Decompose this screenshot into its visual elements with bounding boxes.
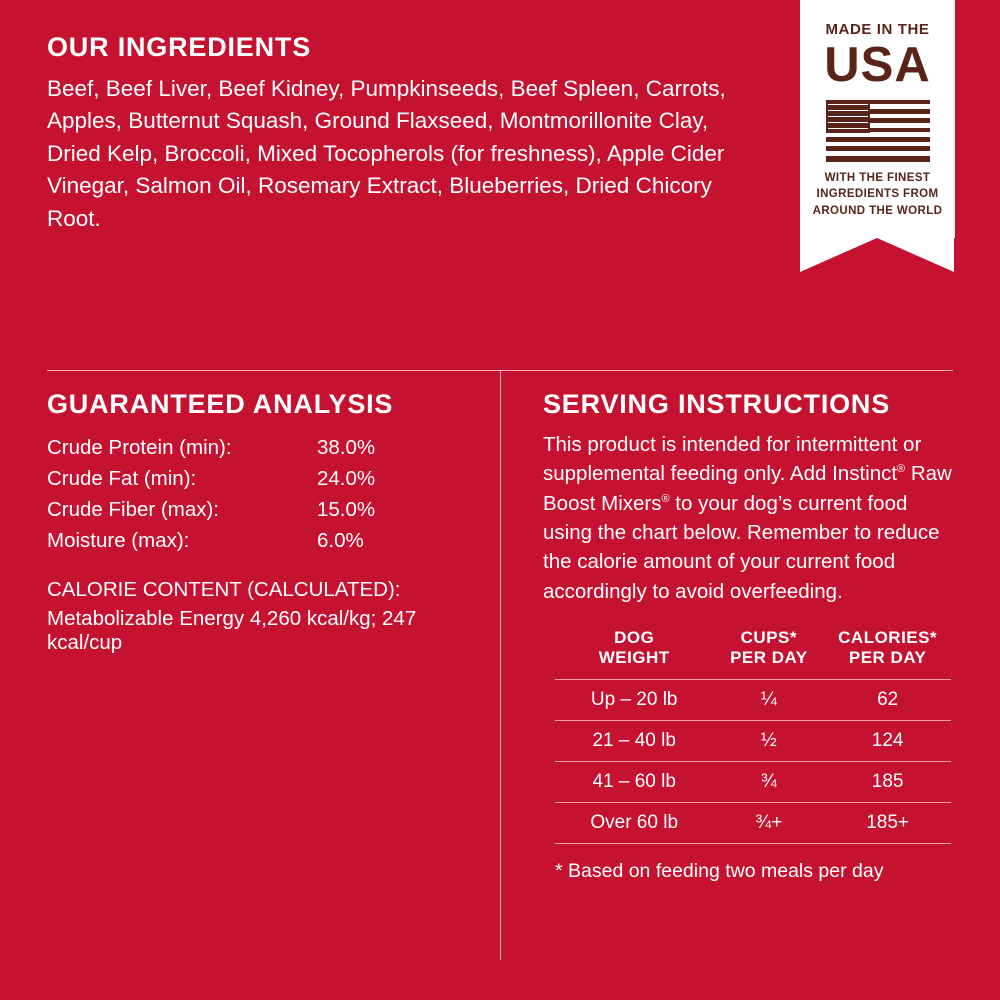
usa-flag-icon	[826, 100, 930, 162]
badge-sub-line-2: INGREDIENTS FROM	[816, 188, 939, 201]
feeding-chart-col-calories	[824, 628, 951, 679]
table-row	[555, 679, 951, 720]
cell-cups: ¾+	[713, 802, 824, 843]
col-calories-line2: PER DAY	[848, 648, 927, 668]
analysis-value: 24.0%	[317, 466, 376, 490]
col-weight-line1: DOG	[614, 627, 655, 647]
analysis-label: Crude Protein (min):	[47, 435, 232, 459]
cell-calories: 185	[824, 761, 951, 802]
cell-cups: ¾	[713, 761, 824, 802]
cell-weight: Over 60 lb	[555, 802, 713, 843]
serving-instructions-section	[543, 391, 955, 883]
feeding-chart-header-row	[555, 628, 951, 679]
cell-cups: ¼	[713, 679, 824, 720]
cell-calories: 62	[824, 679, 951, 720]
badge-ribbon-notch	[800, 238, 954, 272]
col-cups-line2: PER DAY	[730, 648, 808, 668]
feeding-chart-footnote: * Based on feeding two meals per day	[555, 859, 884, 882]
cell-weight: 21 – 40 lb	[555, 720, 713, 761]
guaranteed-analysis-table	[47, 432, 477, 556]
cell-weight: 41 – 60 lb	[555, 761, 713, 802]
col-calories-line1: CALORIES*	[838, 627, 938, 647]
feeding-chart-col-weight	[555, 628, 713, 679]
serving-body-part-1: This product is intended for intermittent or supplemental feeding only. Add Instinct	[543, 433, 922, 486]
registered-mark-icon: ®	[661, 492, 670, 505]
table-row	[47, 463, 477, 494]
cell-calories: 185+	[824, 802, 951, 843]
analysis-label: Crude Fiber (max):	[47, 497, 220, 521]
ingredients-title: OUR INGREDIENTS	[47, 32, 312, 62]
analysis-value: 15.0%	[317, 497, 376, 521]
badge-sub-line-3: AROUND THE WORLD	[812, 204, 943, 217]
badge-sub-line-1: WITH THE FINEST	[824, 171, 931, 184]
analysis-label: Crude Fat (min):	[47, 466, 197, 490]
ingredients-list: Beef, Beef Liver, Beef Kidney, Pumpkinseeds, Beef Spleen, Carrots, Apples, Butternut Squash, Ground Flaxseed, Montmorillonite Clay, Dried Kelp, Broccoli, Mixed Tocopherols (for freshness), Apple Cider Vinegar, Salmon Oil, Rosemary Extract, Blueberries, Dried Chicory Root.	[47, 76, 726, 231]
table-row	[555, 720, 951, 761]
serving-instructions-body	[543, 430, 955, 606]
feeding-chart-table	[555, 628, 951, 844]
table-row	[47, 494, 477, 525]
serving-body-part-2: Raw Boost Mixers	[543, 462, 952, 515]
table-row	[47, 432, 477, 463]
calorie-content-heading: CALORIE CONTENT (CALCULATED):	[47, 578, 401, 601]
table-row	[555, 802, 951, 843]
cell-weight: Up – 20 lb	[555, 679, 713, 720]
table-row	[555, 761, 951, 802]
ingredients-section	[47, 34, 747, 235]
serving-instructions-title: SERVING INSTRUCTIONS	[543, 389, 891, 419]
calorie-content-value: Metabolizable Energy 4,260 kcal/kg; 247 kcal/cup	[47, 607, 417, 654]
feeding-chart-col-cups	[713, 628, 824, 679]
cell-cups: ½	[713, 720, 824, 761]
col-weight-line2: WEIGHT	[598, 648, 670, 668]
analysis-value: 6.0%	[317, 528, 364, 552]
badge-made-in-text: MADE IN THE	[825, 21, 930, 38]
guaranteed-analysis-title: GUARANTEED ANALYSIS	[47, 389, 394, 419]
cell-calories: 124	[824, 720, 951, 761]
analysis-value: 38.0%	[317, 435, 376, 459]
analysis-label: Moisture (max):	[47, 528, 190, 552]
registered-mark-icon: ®	[897, 463, 906, 476]
serving-body-part-3: to your dog’s current food using the chart below. Remember to reduce the calorie amount of your current food accordingly to avoid overfeeding.	[543, 491, 940, 603]
vertical-divider	[500, 370, 501, 960]
guaranteed-analysis-section	[47, 391, 477, 655]
table-row	[47, 525, 477, 556]
badge-usa-text: USA	[824, 37, 931, 92]
made-in-usa-badge	[800, 0, 955, 238]
col-cups-line1: CUPS*	[740, 627, 797, 647]
